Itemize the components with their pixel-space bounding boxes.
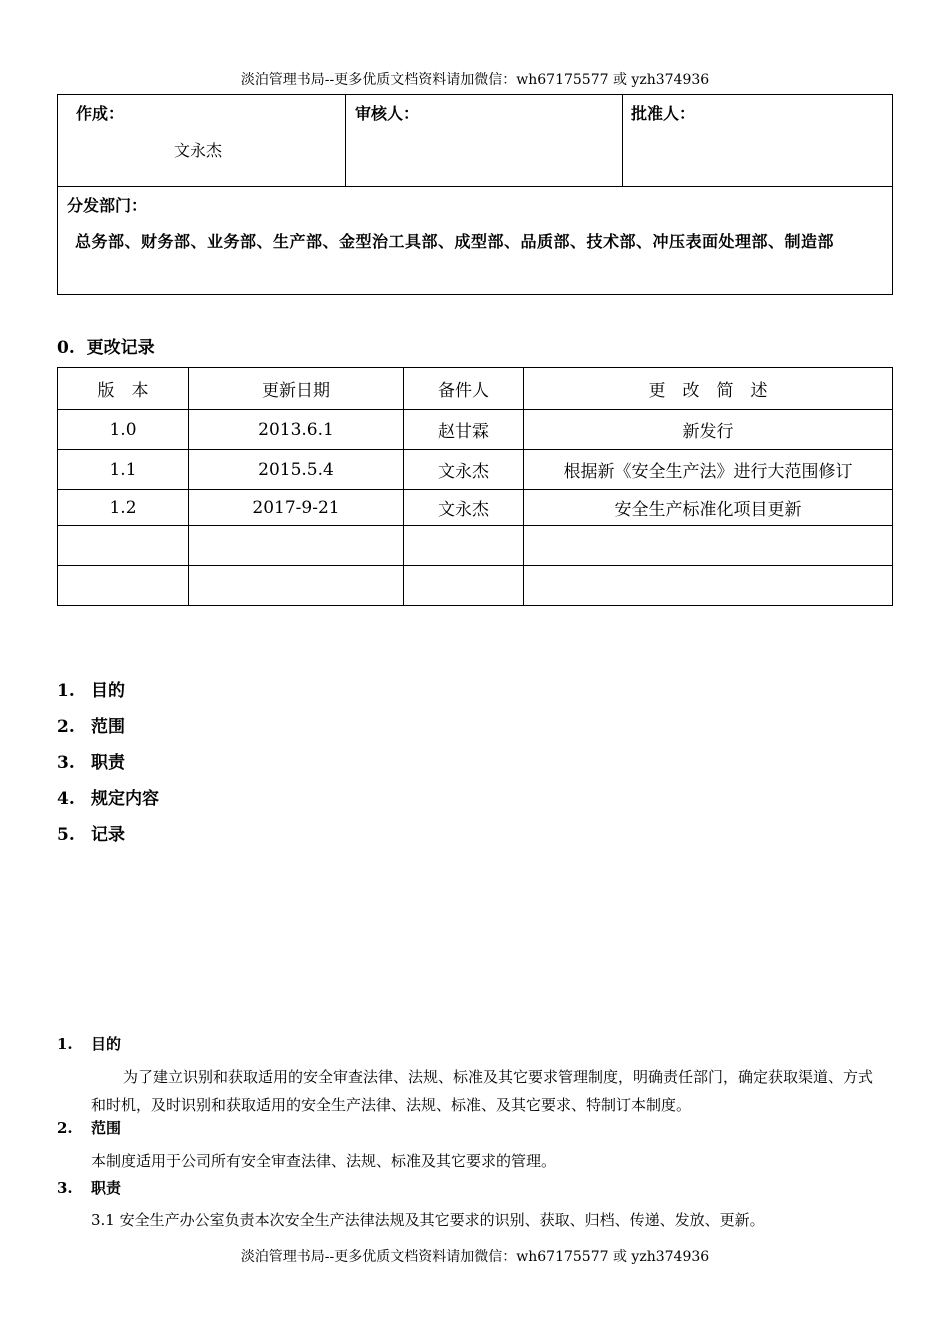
revision-heading xyxy=(57,333,155,358)
header-version: 版 本 xyxy=(58,368,189,410)
toc-item xyxy=(57,714,159,750)
header-note: 淡泊管理书局--更多优质文档资料请加微信：wh67175577 或 yzh374936 xyxy=(240,72,710,88)
cell-editor: 赵甘霖 xyxy=(404,410,524,450)
toc-item xyxy=(57,678,159,714)
empty-cell xyxy=(524,526,893,566)
revision-table xyxy=(57,367,893,606)
scope-title: 范围 xyxy=(91,1119,122,1137)
cell-date: 2015.5.4 xyxy=(189,450,404,490)
duty-heading xyxy=(57,1177,121,1198)
toc-title: 目的 xyxy=(91,681,125,701)
cell-date: 2017-9-21 xyxy=(189,490,404,526)
toc-number: 3. xyxy=(57,753,75,773)
toc-title: 范围 xyxy=(91,717,125,737)
cell-editor: 文永杰 xyxy=(404,490,524,526)
header-editor: 备件人 xyxy=(404,368,524,410)
header-date: 更新日期 xyxy=(189,368,404,410)
empty-cell xyxy=(189,526,404,566)
cell-date: 2013.6.1 xyxy=(189,410,404,450)
empty-cell xyxy=(524,566,893,606)
table-of-contents xyxy=(57,678,159,858)
cell-summary: 安全生产标准化项目更新 xyxy=(524,490,893,526)
cell-version: 1.1 xyxy=(58,450,189,490)
reviewer-cell xyxy=(346,95,623,187)
toc-number: 5. xyxy=(57,825,75,845)
revision-heading-title: 更改记录 xyxy=(86,338,155,358)
toc-title: 职责 xyxy=(91,753,125,773)
purpose-number: 1. xyxy=(57,1035,73,1053)
table-row xyxy=(58,450,893,490)
approver-cell xyxy=(623,95,893,187)
table-row xyxy=(58,410,893,450)
author-name: 文永杰 xyxy=(174,141,223,160)
empty-cell xyxy=(404,526,524,566)
toc-item xyxy=(57,822,159,858)
revision-header-row xyxy=(58,368,893,410)
cell-summary: 新发行 xyxy=(524,410,893,450)
purpose-title: 目的 xyxy=(91,1035,122,1053)
distribution-cell xyxy=(58,187,893,295)
toc-number: 1. xyxy=(57,681,75,701)
purpose-text: 为了建立识别和获取适用的安全审查法律、法规、标准及其它要求管理制度，明确责任部门，确定获取渠道、方式和时机，及时识别和获取适用的安全生产法律、法规、标准、及其它要求、特制订本制度。 xyxy=(91,1068,874,1114)
author-label: 作成： xyxy=(76,104,125,123)
empty-row xyxy=(58,566,893,606)
approver-label: 批准人： xyxy=(631,104,696,123)
cell-summary: 根据新《安全生产法》进行大范围修订 xyxy=(524,450,893,490)
toc-title: 记录 xyxy=(91,825,125,845)
cell-editor: 文永杰 xyxy=(404,450,524,490)
toc-item xyxy=(57,786,159,822)
empty-row xyxy=(58,526,893,566)
duty-text: 3.1 安全生产办公室负责本次安全生产法律法规及其它要求的识别、获取、归档、传递、发放、更新。 xyxy=(91,1211,765,1229)
distribution-text: 总务部、财务部、业务部、生产部、金型治工具部、成型部、品质部、技术部、冲压表面处理部、制造部 xyxy=(75,232,835,251)
distribution-label: 分发部门： xyxy=(67,196,148,215)
empty-cell xyxy=(189,566,404,606)
duty-title: 职责 xyxy=(91,1179,122,1197)
scope-text: 本制度适用于公司所有安全审查法律、法规、标准及其它要求的管理。 xyxy=(91,1152,557,1170)
empty-cell xyxy=(58,526,189,566)
header-summary: 更 改 简 述 xyxy=(524,368,893,410)
cell-version: 1.2 xyxy=(58,490,189,526)
toc-number: 4. xyxy=(57,789,75,809)
author-cell xyxy=(58,95,346,187)
approval-table xyxy=(57,94,893,295)
empty-cell xyxy=(58,566,189,606)
purpose-heading xyxy=(57,1033,121,1054)
footer-note: 淡泊管理书局--更多优质文档资料请加微信：wh67175577 或 yzh374936 xyxy=(240,1249,710,1265)
revision-heading-number: 0. xyxy=(57,338,75,358)
cell-version: 1.0 xyxy=(58,410,189,450)
toc-title: 规定内容 xyxy=(91,789,159,809)
scope-number: 2. xyxy=(57,1119,73,1137)
scope-heading xyxy=(57,1117,121,1138)
toc-item xyxy=(57,750,159,786)
table-row xyxy=(58,490,893,526)
reviewer-label: 审核人： xyxy=(355,104,420,123)
toc-number: 2. xyxy=(57,717,75,737)
duty-number: 3. xyxy=(57,1179,73,1197)
empty-cell xyxy=(404,566,524,606)
